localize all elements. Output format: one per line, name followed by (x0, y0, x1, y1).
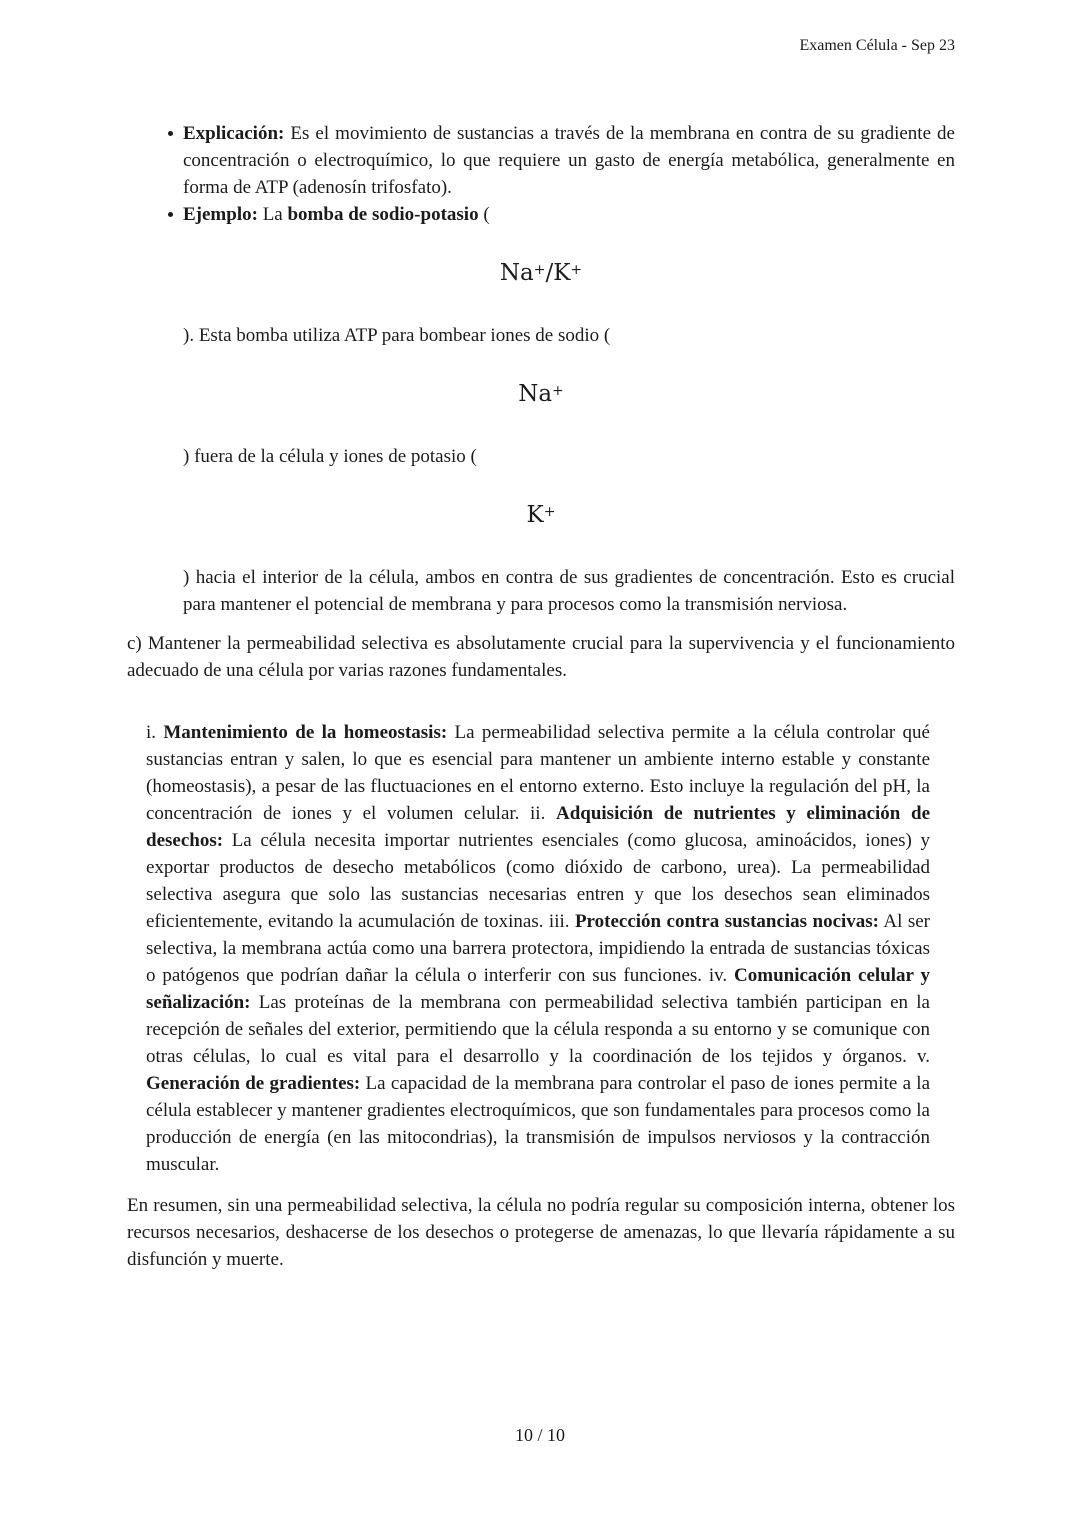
formula-na (127, 379, 955, 413)
reasons-paragraph (146, 719, 930, 1178)
bullet-label: Ejemplo: (183, 204, 258, 225)
formula-slash: / (545, 260, 554, 286)
reasons-heading: Protección contra sustancias nocivas: (574, 911, 880, 932)
reasons-segment: Al ser selectiva, la membrana actúa como una barrera protectora, impidiendo la entrada de sustancias tóxicas o patógenos que podrían dañar la célula o interferir con sus funciones. iv. (146, 911, 930, 986)
page-footer (0, 1423, 1080, 1447)
bold-term: bomba de sodio-potasio (287, 204, 479, 225)
formula-base: Na (518, 381, 553, 407)
formula-superscript: + (533, 261, 546, 278)
formula-base: Na (499, 260, 534, 286)
pump-text-after-k (183, 564, 955, 618)
paragraph-text: En resumen, sin una permeabilidad selectiva, la célula no podría regular su composición interna, obtener los recursos necesarios, deshacerse de los desechos o protegerse de amenazas, lo que llevaría rápidamente a su disfunción y muerte. (127, 1195, 955, 1270)
formula-superscript: + (543, 503, 556, 520)
paragraph-text: ) hacia el interior de la célula, ambos en contra de sus gradientes de concentración. Esto es crucial para mantener el potencial de membrana y para procesos como la transmisión nerviosa. (183, 567, 955, 615)
paragraph-text: ). Esta bomba utiliza ATP para bombear iones de sodio ( (183, 325, 611, 346)
bullet-icon (168, 212, 173, 217)
reasons-heading: Mantenimiento de la homeostasis: (163, 722, 448, 743)
reasons-heading: Generación de gradientes: (146, 1073, 361, 1094)
formula-superscript: + (552, 382, 564, 399)
reasons-segment: i. (146, 722, 164, 743)
header-title: Examen Célula - Sep 23 (799, 37, 955, 54)
formula-k (127, 500, 955, 534)
paragraph-text: ) fuera de la célula y iones de potasio ( (183, 446, 477, 467)
bullet-text: ( (478, 204, 490, 225)
formula-base: K (553, 260, 571, 286)
page-number: 10 / 10 (514, 1425, 565, 1445)
page-content (127, 120, 955, 1273)
reasons-segment: La capacidad de la membrana para controlar el paso de iones permite a la célula establecer y mantener gradientes electroquímicos, que son fundamentales para procesos como la producción de energía (en las mitocondrias), la transmisión de impulsos nerviosos y la contracción muscular. (146, 1073, 930, 1175)
paragraph-text: c) Mantener la permeabilidad selectiva es absolutamente crucial para la supervivencia y el funcionamiento adecuado de una célula por varias razones fundamentales. (127, 633, 955, 681)
running-header (127, 36, 955, 55)
reasons-heading: Adquisición de nutrientes y eliminación de desechos: (146, 803, 930, 851)
closing-paragraph (127, 1192, 955, 1273)
pump-text-after-na-k (183, 322, 955, 349)
formula-superscript: + (570, 261, 583, 278)
bullet-text: La (257, 204, 288, 225)
reasons-heading: Comunicación celular y señalización: (146, 965, 930, 1013)
bullet-item-ejemplo (127, 201, 955, 228)
bullet-label: Explicación: (183, 123, 285, 144)
reasons-segment: La permeabilidad selectiva permite a la célula controlar qué sustancias entran y salen, lo que es esencial para mantener un ambiente interno estable y constante (homeostasis), a pesar de las fluctuaciones en el entorno externo. Esto incluye la regulación del pH, la concentración de iones y el volumen celular. ii. (146, 722, 930, 824)
pump-text-after-na (183, 443, 955, 470)
reasons-segment: Las proteínas de la membrana con permeabilidad selectiva también participan en la recepción de señales del exterior, permitiendo que la célula responda a su entorno y se comunique con otras células, lo cual es vital para el desarrollo y la coordinación de los tejidos y órganos. v. (146, 992, 930, 1067)
bullet-icon (168, 131, 173, 136)
bullet-item-explicacion (127, 120, 955, 201)
paragraph-c (127, 630, 955, 684)
bullet-text: Es el movimiento de sustancias a través de la membrana en contra de su gradiente de concentración o electroquímico, lo que requiere un gasto de energía metabólica, generalmente en forma de ATP (adenosín trifosfato). (183, 123, 955, 198)
formula-base: K (526, 502, 544, 528)
formula-na-k (127, 258, 955, 292)
reasons-segment: La célula necesita importar nutrientes esenciales (como glucosa, aminoácidos, iones) y exportar productos de desecho metabólicos (como dióxido de carbono, urea). La permeabilidad selectiva asegura que solo las sustancias necesarias entren y que los desechos sean eliminados eficientemente, evitando la acumulación de toxinas. iii. (146, 830, 930, 932)
